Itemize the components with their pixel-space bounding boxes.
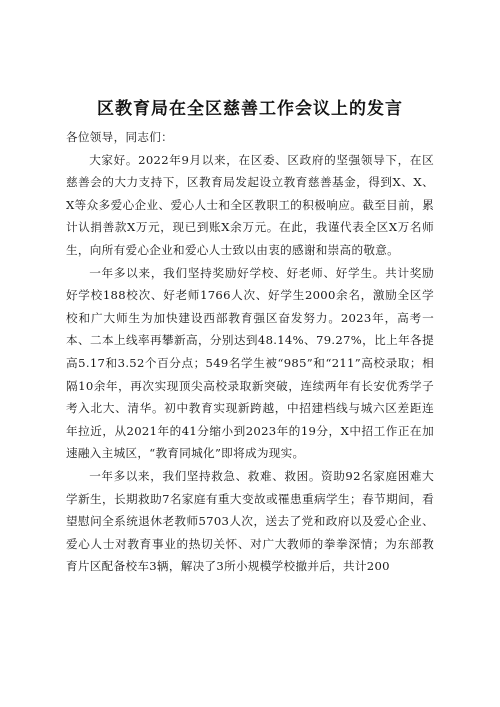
paragraph-1: 大家好。2022年9月以来，在区委、区政府的坚强领导下，在区慈善会的大力支持下，区教育局发起设立教育慈善基金，得到X、X、X等众多爱心企业、爱心人士和全区教职工的积极响应。截至目前，累计认捐善款X万元，现已到账X余万元。在此，我谨代表全区X万名师生，向所有爱心企业和爱心人士致以由衷的感谢和崇高的敬意。: [66, 152, 434, 257]
document-body: [66, 126, 434, 578]
document-title: 区教育局在全区慈善工作会议上的发言: [97, 99, 403, 119]
paragraph-3: 一年多以来，我们坚持救急、救难、救困。资助92名家庭困难大学新生，长期救助7名家庭有重大变故或罹患重病学生；春节期间，看望慰问全系统退休老教师5703人次，送去了党和政府以及爱心企业、爱心人士对教育事业的热切关怀、对广大教师的拳拳深情；为东部教育片区配备校车3辆，解决了3所小规模学校撤并后，共计200: [66, 468, 434, 574]
salutation: 各位领导，同志们：: [66, 130, 174, 144]
paragraph-2: 一年多以来，我们坚持奖励好学校、好老师、好学生。共计奖励好学校188校次、好老师1766人次、好学生2000余名，激励全区学校和广大师生为加快建设西部教育强区奋发努力。2023年，高考一本、二本上线率再攀新高，分别达到48.14%、79.27%，比上年各提高5.17和3.52个百分点；549名学生被“985”和“211”高校录取；相隔10余年，再次实现顶尖高校录取新突破，连续两年有长安优秀学子考入北大、清华。初中教育实现新跨越，中招建档线与城六区差距连年拉近，从2021年的41分缩小到2023年的19分，X中招工作正在加速融入主城区，“教育同城化”即将成为现实。: [66, 265, 434, 461]
